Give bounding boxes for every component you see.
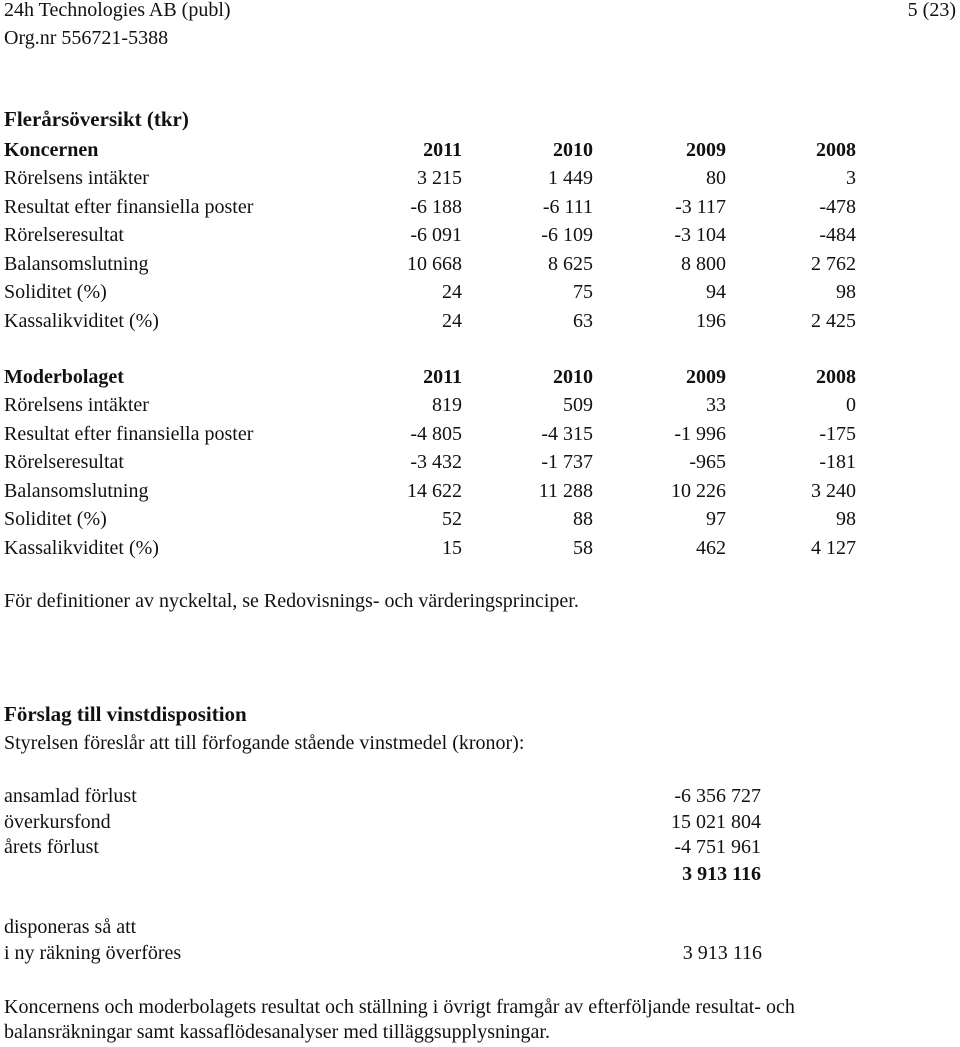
item-value: -6 356 727 [674,785,761,807]
definitions-note: För definitioner av nyckeltal, se Redovisnings- och värderingsprinciper. [4,590,579,612]
cell-value: 24 [442,310,462,332]
cell-value: 88 [573,508,593,530]
company-name: 24h Technologies AB (publ) [4,0,231,21]
cell-value: -181 [819,451,856,473]
row-label: Kassalikviditet (%) [4,537,159,559]
item-label: årets förlust [4,836,99,858]
proposal-intro: Styrelsen föreslår att till förfogande stående vinstmedel (kronor): [4,732,525,754]
cell-value: -6 109 [541,224,593,246]
item-value: 15 021 804 [671,811,761,833]
cell-value: 1 449 [548,167,593,189]
group-heading: Moderbolaget [4,366,124,388]
cell-value: 15 [442,537,462,559]
year-header: 2008 [816,366,856,388]
cell-value: 75 [573,281,593,303]
year-header: 2009 [686,366,726,388]
cell-value: -6 091 [410,224,462,246]
cell-value: -1 737 [541,451,593,473]
cell-value: 98 [836,281,856,303]
org-number: Org.nr 556721-5388 [4,27,169,49]
item-label: överkursfond [4,811,111,833]
cell-value: 63 [573,310,593,332]
cell-value: 196 [696,310,726,332]
closing-line-1: Koncernens och moderbolagets resultat och ställning i övrigt framgår av efterföljande resultat- och [4,996,795,1018]
cell-value: -484 [819,224,856,246]
cell-value: 52 [442,508,462,530]
cell-value: 8 625 [548,253,593,275]
year-header: 2008 [816,139,856,161]
cell-value: 462 [696,537,726,559]
year-header: 2011 [423,139,462,161]
proposal-title: Förslag till vinstdisposition [4,702,247,726]
cell-value: -3 117 [675,196,726,218]
row-label: Soliditet (%) [4,508,107,530]
cell-value: 98 [836,508,856,530]
cell-value: 24 [442,281,462,303]
year-header: 2010 [553,366,593,388]
row-label: Resultat efter finansiella poster [4,196,254,218]
cell-value: 11 288 [538,480,593,502]
cell-value: -3 432 [410,451,462,473]
cell-value: 14 622 [407,480,462,502]
cell-value: 2 762 [811,253,856,275]
overview-title: Flerårsöversikt (tkr) [4,107,189,131]
carry-forward-value: 3 913 116 [682,942,762,964]
cell-value: 8 800 [681,253,726,275]
page-number: 5 (23) [907,0,956,21]
cell-value: 33 [706,394,726,416]
cell-value: -6 188 [410,196,462,218]
total-value: 3 913 116 [682,863,761,885]
cell-value: 2 425 [811,310,856,332]
row-label: Rörelsens intäkter [4,167,149,189]
row-label: Rörelsens intäkter [4,394,149,416]
cell-value: -3 104 [674,224,726,246]
dispose-label: disponeras så att [4,916,137,938]
cell-value: 80 [706,167,726,189]
closing-line-2: balansräkningar samt kassaflödesanalyser med tilläggsupplysningar. [4,1021,550,1043]
cell-value: 10 668 [407,253,462,275]
cell-value: -4 315 [541,423,593,445]
cell-value: -1 996 [674,423,726,445]
cell-value: 3 215 [417,167,462,189]
cell-value: 10 226 [671,480,726,502]
cell-value: 819 [432,394,462,416]
year-header: 2010 [553,139,593,161]
cell-value: 0 [846,394,856,416]
cell-value: -478 [819,196,856,218]
item-value: -4 751 961 [674,836,761,858]
row-label: Rörelseresultat [4,451,124,473]
row-label: Kassalikviditet (%) [4,310,159,332]
carry-forward-label: i ny räkning överföres [4,942,182,964]
row-label: Resultat efter finansiella poster [4,423,254,445]
cell-value: 3 240 [811,480,856,502]
cell-value: -4 805 [410,423,462,445]
row-label: Balansomslutning [4,253,149,275]
item-label: ansamlad förlust [4,785,137,807]
row-label: Balansomslutning [4,480,149,502]
cell-value: 3 [846,167,856,189]
cell-value: 94 [706,281,726,303]
row-label: Soliditet (%) [4,281,107,303]
cell-value: -965 [689,451,726,473]
row-label: Rörelseresultat [4,224,124,246]
cell-value: -175 [819,423,856,445]
year-header: 2011 [423,366,462,388]
group-heading: Koncernen [4,139,99,161]
cell-value: 509 [563,394,593,416]
cell-value: 4 127 [811,537,856,559]
cell-value: 97 [706,508,726,530]
cell-value: -6 111 [542,196,593,218]
year-header: 2009 [686,139,726,161]
cell-value: 58 [573,537,593,559]
